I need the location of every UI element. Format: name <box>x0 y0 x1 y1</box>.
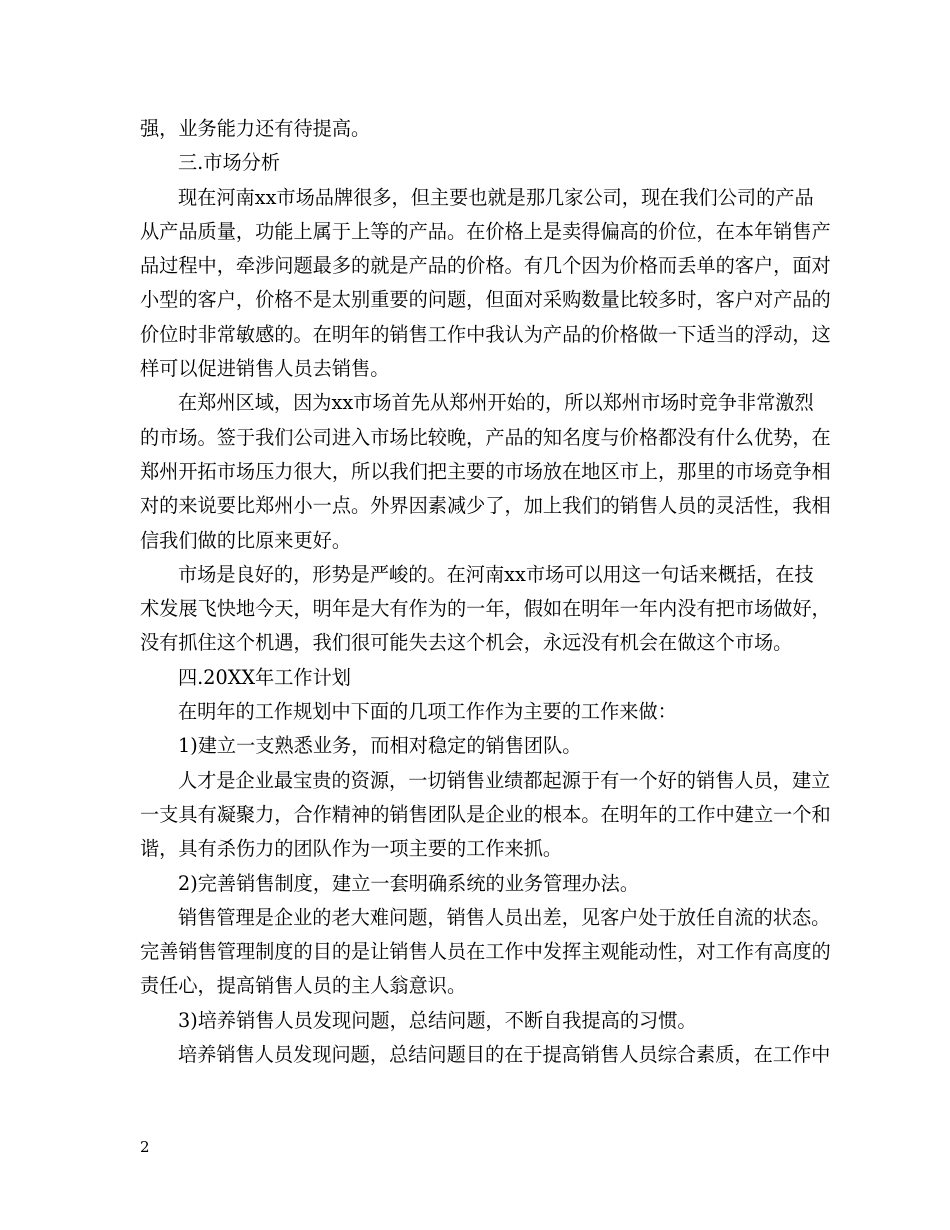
text-line: 一支具有凝聚力，合作精神的销售团队是企业的根本。在明年的工作中建立一个和 <box>140 802 831 826</box>
text-line: 1)建立一支熟悉业务，而相对稳定的销售团队。 <box>178 734 582 758</box>
text-line: 完善销售管理制度的目的是让销售人员在工作中发挥主观能动性，对工作有高度的 <box>140 940 831 964</box>
text-line: 没有抓住这个机遇，我们很可能失去这个机会，永远没有机会在做这个市场。 <box>140 631 793 655</box>
text-line: 现在河南xx市场品牌很多，但主要也就是那几家公司，现在我们公司的产品 <box>178 185 814 209</box>
text-line: 信我们做的比原来更好。 <box>140 528 352 552</box>
text-line: 谐，具有杀伤力的团队作为一项主要的工作来抓。 <box>140 837 563 861</box>
text-line: 3)培养销售人员发现问题，总结问题，不断自我提高的习惯。 <box>178 1008 697 1032</box>
text-line: 郑州开拓市场压力很大，所以我们把主要的市场放在地区市上，那里的市场竞争相 <box>140 459 831 483</box>
text-line: 2)完善销售制度，建立一套明确系统的业务管理办法。 <box>178 871 640 895</box>
text-line: 品过程中，牵涉问题最多的就是产品的价格。有几个因为价格而丢单的客户，面对 <box>140 254 831 278</box>
text-line: 责任心，提高销售人员的主人翁意识。 <box>140 974 467 998</box>
text-line: 三.市场分析 <box>178 151 281 175</box>
page-number: 2 <box>140 1138 150 1156</box>
text-line: 人才是企业最宝贵的资源，一切销售业绩都起源于有一个好的销售人员，建立 <box>178 768 831 792</box>
text-line: 对的来说要比郑州小一点。外界因素减少了，加上我们的销售人员的灵活性，我相 <box>140 494 831 518</box>
text-line: 小型的客户，价格不是太别重要的问题，但面对采购数量比较多时，客户对产品的 <box>140 288 831 312</box>
text-line: 术发展飞快地今天，明年是大有作为的一年，假如在明年一年内没有把市场做好， <box>140 597 831 621</box>
document-body <box>140 114 831 1074</box>
text-line: 四.20XX年工作计划 <box>178 665 351 689</box>
text-line: 从产品质量，功能上属于上等的产品。在价格上是卖得偏高的价位，在本年销售产 <box>140 219 831 243</box>
text-line: 样可以促进销售人员去销售。 <box>140 357 390 381</box>
text-line: 销售管理是企业的老大难问题，销售人员出差，见客户处于放任自流的状态。 <box>178 905 831 929</box>
text-line: 价位时非常敏感的。在明年的销售工作中我认为产品的价格做一下适当的浮动，这 <box>140 322 831 346</box>
text-line: 强，业务能力还有待提高。 <box>140 117 371 140</box>
text-line: 市场是良好的，形势是严峻的。在河南xx市场可以用这一句话来概括，在技 <box>178 562 814 586</box>
text-line: 培养销售人员发现问题，总结问题目的在于提高销售人员综合素质，在工作中 <box>178 1043 831 1067</box>
text-line: 在明年的工作规划中下面的几项工作作为主要的工作来做： <box>178 700 677 724</box>
text-line: 的市场。签于我们公司进入市场比较晚，产品的知名度与价格都没有什么优势，在 <box>140 425 831 449</box>
text-line: 在郑州区域，因为xx市场首先从郑州开始的，所以郑州市场时竞争非常激烈 <box>178 391 814 415</box>
